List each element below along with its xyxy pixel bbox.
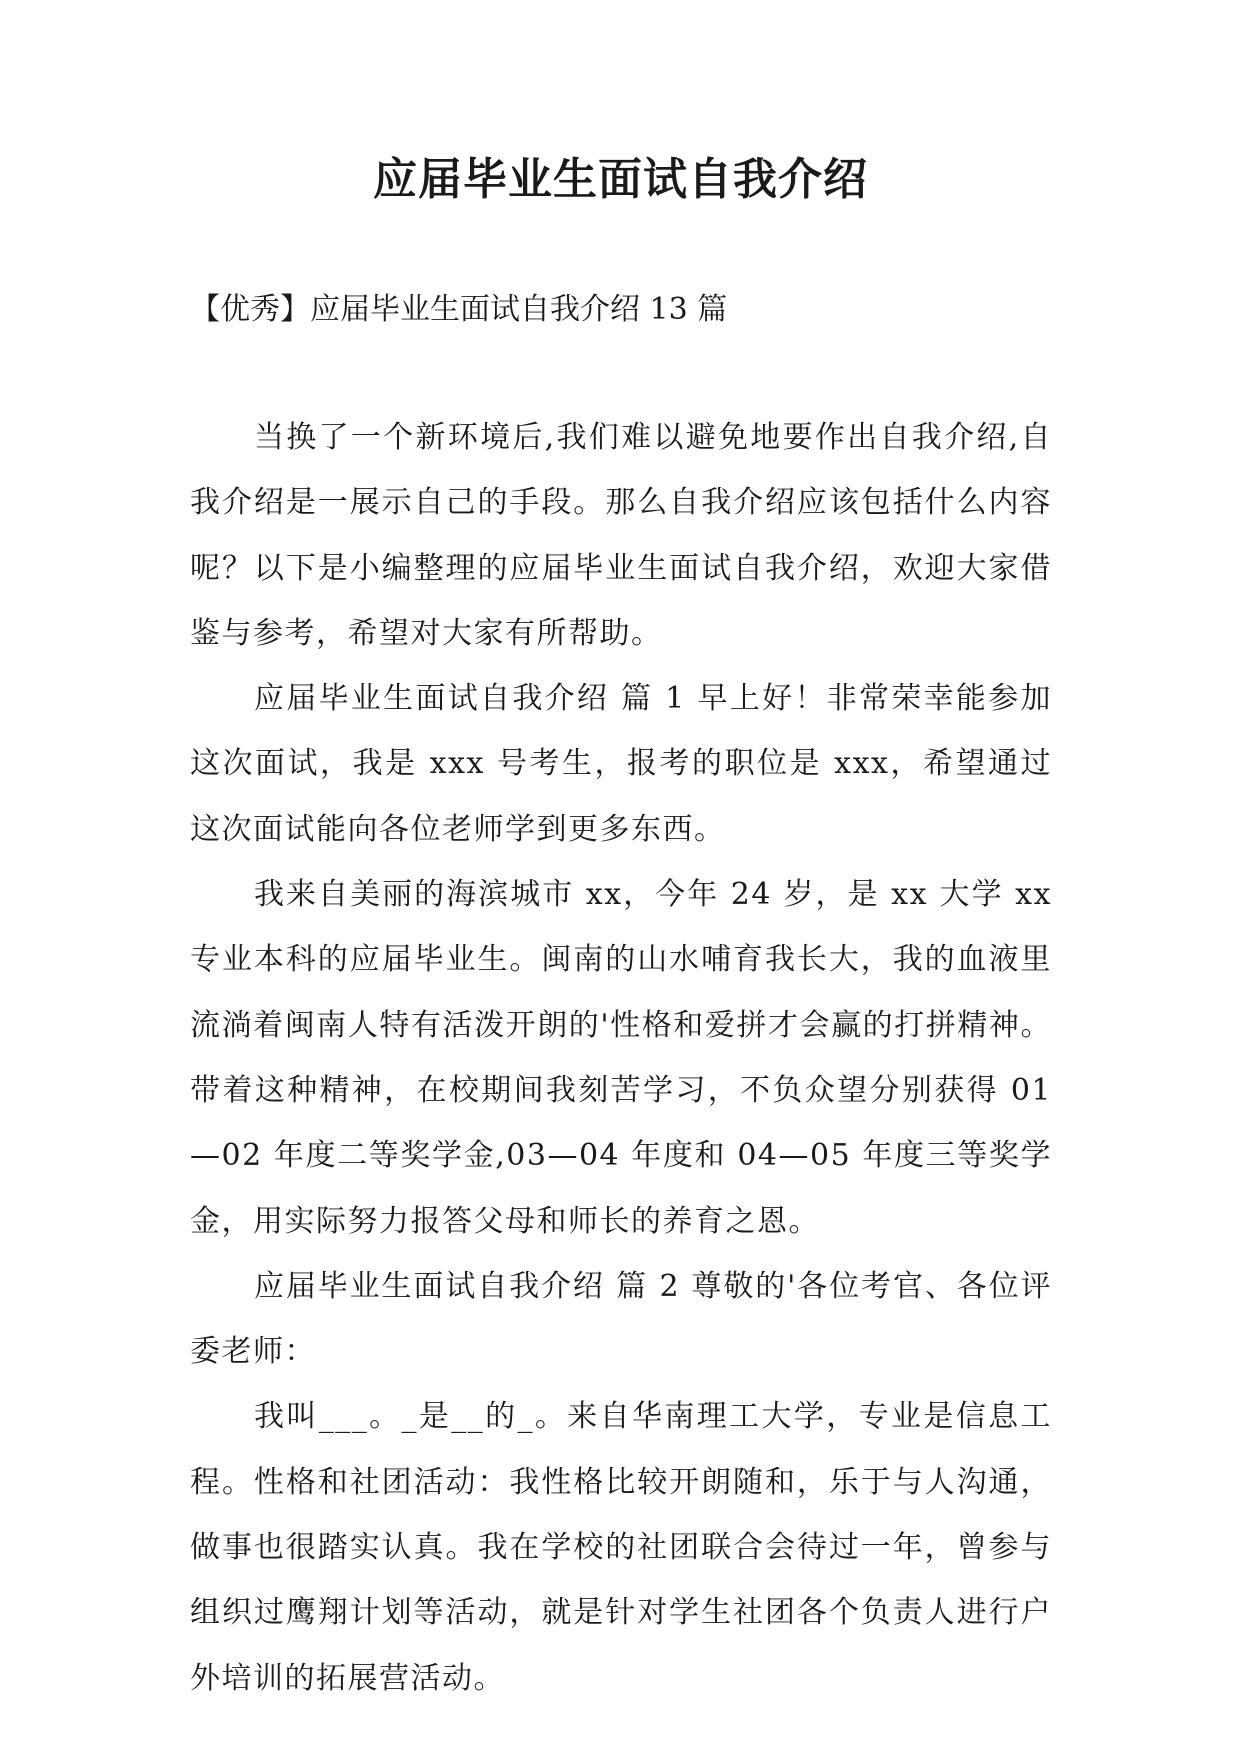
paragraph-article-1: 应届毕业生面试自我介绍 篇 1 早上好！非常荣幸能参加这次面试，我是 xxx 号考生，报考的职位是 xxx，希望通过这次面试能向各位老师学到更多东西。 [190,681,1052,847]
paragraph-article-2: 应届毕业生面试自我介绍 篇 2 尊敬的'各位考官、各位评委老师： [190,1268,1052,1370]
paragraph-background: 我来自美丽的海滨城市 xx，今年 24 岁，是 xx 大学 xx 专业本科的应届毕业生。闽南的山水哺育我长大，我的血液里流淌着闽南人特有活泼开朗的'性格和爱拼才会赢的打拼精神。带着这种精神，在校期间我刻苦学习，不负众望分别获得 01—02 年度二等奖学金,03—04 年度和 04—05 年度三等奖学金，用实际努力报答父母和师长的养育之恩。 [190,877,1052,1239]
document-subtitle: 【优秀】应届毕业生面试自我介绍 13 篇 [190,292,728,327]
document-title: 应届毕业生面试自我介绍 [373,154,868,205]
paragraph-personality: 我叫___。_是__的_。来自华南理工大学，专业是信息工程。性格和社团活动：我性格比较开朗随和，乐于与人沟通，做事也很踏实认真。我在学校的社团联合会待过一年，曾参与组织过鹰翔计划等活动，就是针对学生社团各个负责人进行户外培训的拓展营活动。 [190,1399,1052,1696]
document-body [190,405,1052,1711]
paragraph-intro: 当换了一个新环境后,我们难以避免地要作出自我介绍,自我介绍是一展示自己的手段。那么自我介绍应该包括什么内容呢？以下是小编整理的应届毕业生面试自我介绍，欢迎大家借鉴与参考，希望对大家有所帮助。 [190,420,1052,651]
